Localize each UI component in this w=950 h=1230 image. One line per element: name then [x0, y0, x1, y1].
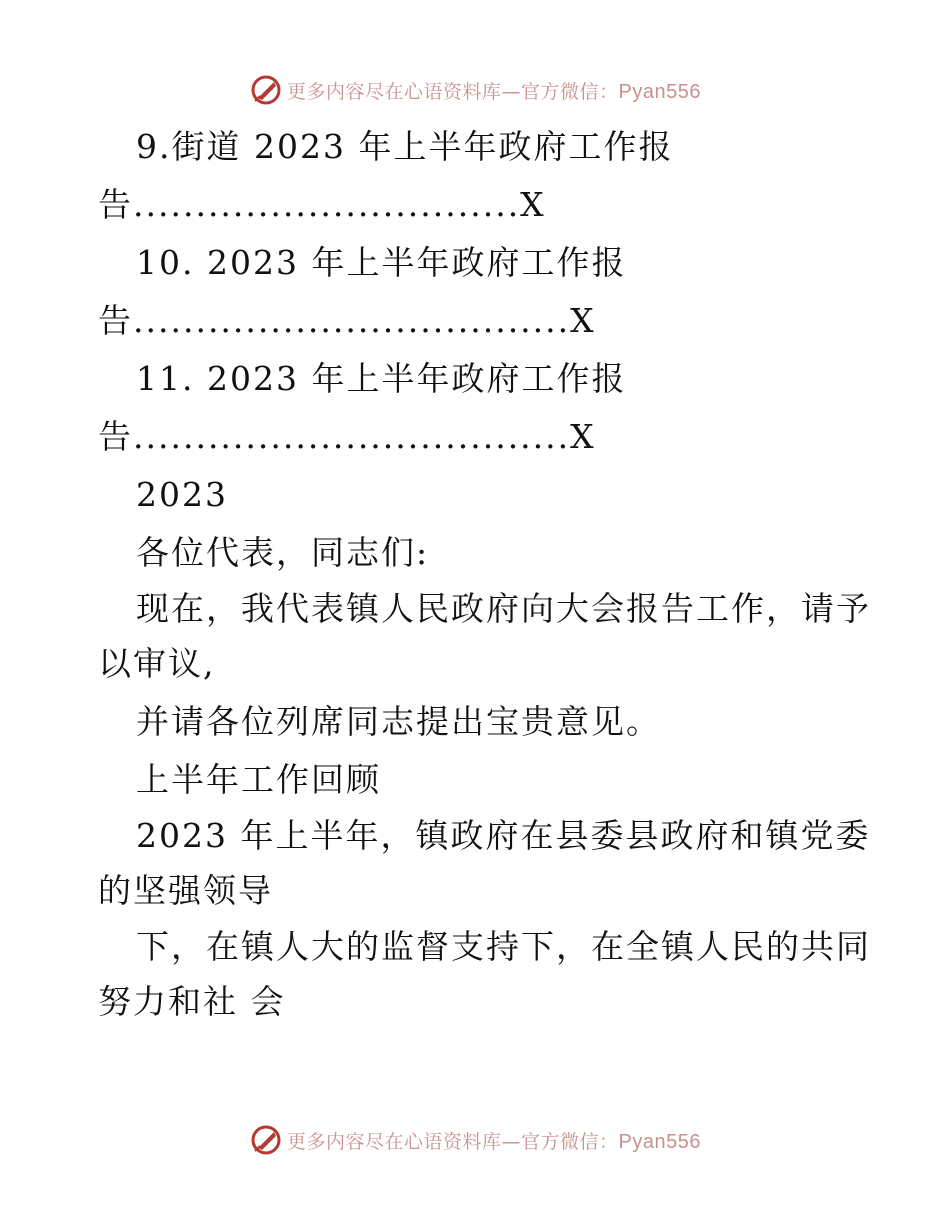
toc-entry-11-leader: 告...................................X	[98, 417, 596, 456]
paragraph-3-line-2: 的坚强领导	[98, 871, 273, 910]
toc-entry-9-leader: 告...............................X	[98, 185, 546, 224]
salutation: 各位代表，同志们:	[136, 533, 430, 572]
document-body	[98, 118, 871, 1031]
header-watermark	[0, 70, 950, 110]
paragraph-1-line-2: 以审议,	[98, 644, 216, 683]
toc-entry-9-title: 9.街道 2023 年上半年政府工作报	[136, 127, 674, 166]
quill-logo-icon	[249, 1123, 283, 1157]
paragraph-1-line-1: 现在，我代表镇人民政府向大会报告工作，请予	[136, 589, 871, 628]
paragraph-4-line-1: 下，在镇人大的监督支持下，在全镇人民的共同	[136, 927, 871, 966]
watermark-brand: Pyan556	[618, 80, 701, 103]
quill-logo-icon	[249, 73, 283, 107]
toc-entry-10-title: 10. 2023 年上半年政府工作报	[136, 243, 627, 282]
toc-entry-10-leader: 告...................................X	[98, 301, 596, 340]
paragraph-4-line-2: 努力和社 会	[98, 982, 286, 1021]
watermark-text: 更多内容尽在心语资料库—官方微信：Pyan556	[287, 1130, 701, 1153]
watermark-text: 更多内容尽在心语资料库—官方微信：Pyan556	[287, 80, 701, 103]
section-year: 2023	[136, 475, 228, 514]
watermark-brand: Pyan556	[618, 1130, 701, 1153]
paragraph-3-line-1: 2023 年上半年，镇政府在县委县政府和镇党委	[136, 816, 871, 855]
section-heading: 上半年工作回顾	[136, 760, 381, 799]
footer-watermark	[0, 1120, 950, 1160]
paragraph-2: 并请各位列席同志提出宝贵意见。	[136, 702, 661, 741]
toc-entry-11-title: 11. 2023 年上半年政府工作报	[136, 359, 627, 398]
